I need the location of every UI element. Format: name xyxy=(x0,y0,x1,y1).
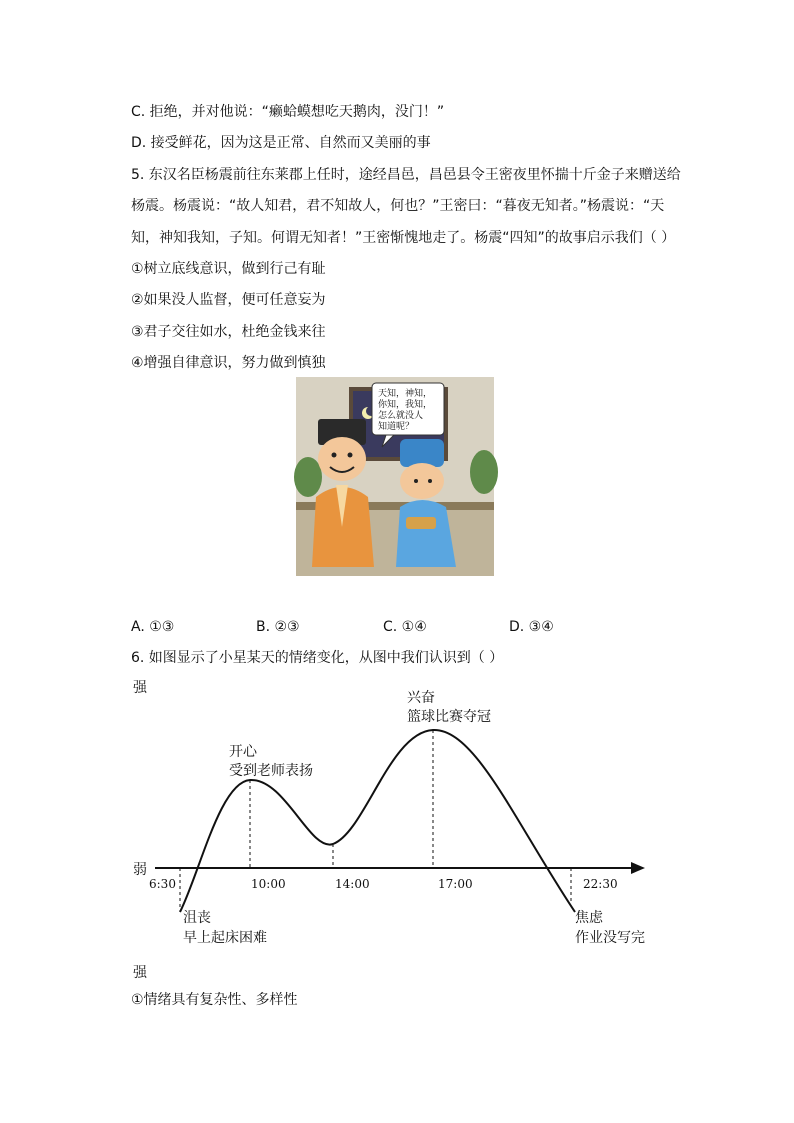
speech-line-1: 天知，神知， xyxy=(378,389,433,399)
axis-arrow-icon xyxy=(631,862,645,874)
annotation-excited: 兴奋 xyxy=(407,690,435,706)
annotation-anxious-reason: 作业没写完 xyxy=(575,930,645,946)
question-5-line-2: 杨震。杨震说：“故人知君，君不知故人，何也？”王密曰：“暮夜无知者。”杨震说：“天 xyxy=(131,198,665,214)
question-5-line-1: 5. 东汉名臣杨震前往东莱郡上任时，途经昌邑，昌邑县令王密夜里怀揣十斤金子来赠送给 xyxy=(131,167,681,183)
choice-a: A. ①③ xyxy=(131,619,175,635)
annotation-depressed-reason: 早上起床困难 xyxy=(183,930,267,946)
label-weak: 弱 xyxy=(133,862,147,878)
choice-c: C. ①④ xyxy=(383,619,427,635)
question-5-line-3: 知，神知我知，子知。何谓无知者！”王密惭愧地走了。杨震“四知”的故事启示我们（ ） xyxy=(131,230,676,246)
annotation-depressed: 沮丧 xyxy=(183,910,211,926)
annotation-anxious: 焦虑 xyxy=(575,910,603,926)
statement-6-option-1: ①情绪具有复杂性、多样性 xyxy=(131,992,298,1008)
tick-1000: 10:00 xyxy=(251,877,286,891)
statement-option-2: ②如果没人监督，便可任意妄为 xyxy=(131,292,326,308)
option-c-text: C. 拒绝，并对他说：“癞蛤蟆想吃天鹅肉，没门！” xyxy=(131,104,445,120)
choice-d: D. ③④ xyxy=(509,619,554,635)
yangzhen-cartoon-illustration xyxy=(296,377,494,576)
annotation-happy: 开心 xyxy=(229,744,257,760)
statement-option-1: ①树立底线意识，做到行己有耻 xyxy=(131,261,326,277)
statement-option-4: ④增强自律意识，努力做到慎独 xyxy=(131,355,326,371)
label-strong-top: 强 xyxy=(133,680,147,696)
choice-b: B. ②③ xyxy=(256,619,300,635)
speech-line-4: 知道呢？ xyxy=(378,422,415,432)
tick-1400: 14:00 xyxy=(335,877,370,891)
speech-line-3: 怎么就没人 xyxy=(378,411,424,421)
statement-option-3: ③君子交往如水，杜绝金钱来往 xyxy=(131,324,326,340)
option-d-text: D. 接受鲜花，因为这是正常、自然而又美丽的事 xyxy=(131,135,431,151)
tick-2230: 22:30 xyxy=(583,877,618,891)
label-strong-bottom: 强 xyxy=(133,965,147,981)
annotation-excited-reason: 篮球比赛夺冠 xyxy=(407,709,491,725)
question-6-text: 6. 如图显示了小星某天的情绪变化，从图中我们认识到（ ） xyxy=(131,650,504,666)
tick-0630: 6:30 xyxy=(149,877,176,891)
tick-1700: 17:00 xyxy=(438,877,473,891)
annotation-happy-reason: 受到老师表扬 xyxy=(229,763,313,779)
speech-line-2: 你知，我知， xyxy=(378,400,433,410)
emotion-change-chart xyxy=(125,672,665,981)
